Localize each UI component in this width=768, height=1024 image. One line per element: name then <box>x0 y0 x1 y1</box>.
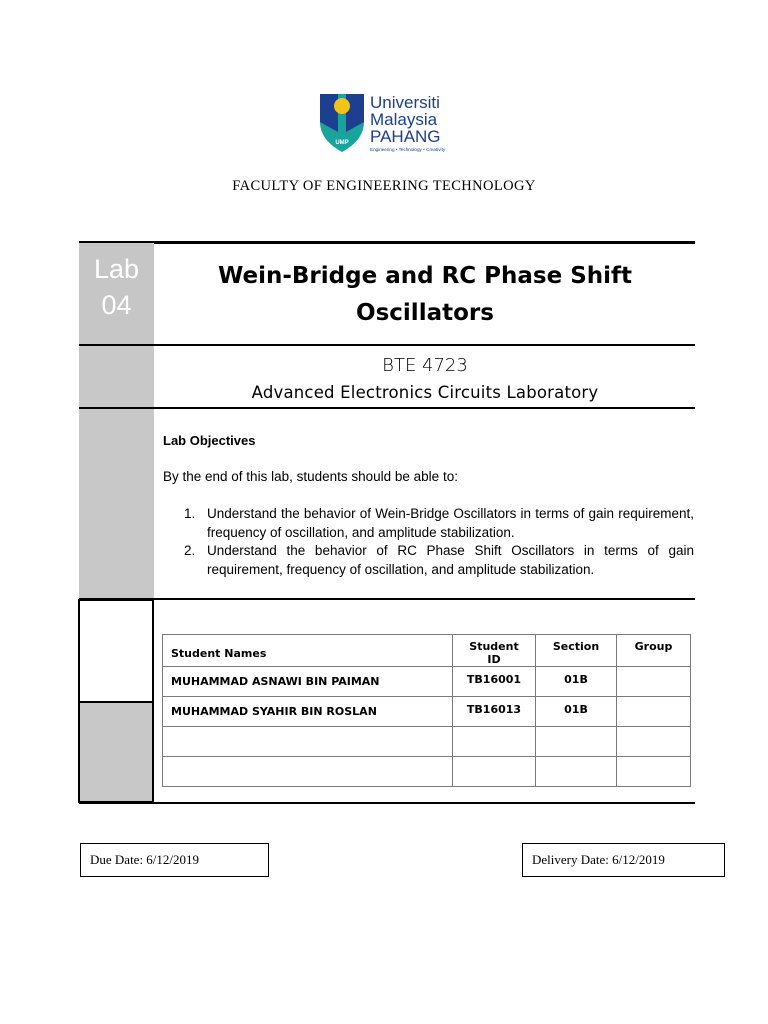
cell-id <box>453 757 536 787</box>
objective-item <box>184 542 694 579</box>
objective-number: 2. <box>184 543 196 558</box>
lab-title-line-2: Oscillators <box>356 300 494 326</box>
lab-number-badge <box>79 243 154 344</box>
header-student-id: Student ID <box>453 635 536 667</box>
cell-name: MUHAMMAD SYAHIR BIN ROSLAN <box>163 697 453 727</box>
title-rule <box>79 344 695 346</box>
course-code: BTE 4723 <box>382 355 468 376</box>
course-name: Advanced Electronics Circuits Laboratory <box>251 383 599 402</box>
objective-number: 1. <box>184 506 196 521</box>
objective-text: Understand the behavior of RC Phase Shift Oscillators in terms of gain requirement, frequency of oscillation, and amplitude stabilization. <box>207 543 694 577</box>
bottom-rule <box>79 802 695 804</box>
logo-line-3: PAHANG <box>370 127 441 146</box>
logo-line-2: Malaysia <box>370 110 438 129</box>
cell-section: 01B <box>536 667 617 697</box>
cell-id: TB16001 <box>453 667 536 697</box>
course-rule <box>79 407 695 409</box>
objectives-heading: Lab Objectives <box>163 433 256 448</box>
header-section: Section <box>536 635 617 667</box>
logo-badge-text: UMP <box>335 140 349 146</box>
cell-name <box>163 727 453 757</box>
lab-number: 04 <box>101 290 132 320</box>
table-row <box>163 727 691 757</box>
cell-group <box>617 697 691 727</box>
delivery-date-box: Delivery Date: 6/12/2019 <box>522 843 725 877</box>
logo-line-1: Universiti <box>370 93 440 112</box>
cell-name <box>163 757 453 787</box>
due-date-box: Due Date: 6/12/2019 <box>80 843 269 877</box>
cell-group <box>617 757 691 787</box>
objectives-rule <box>79 598 695 600</box>
cell-section <box>536 757 617 787</box>
faculty-name: FACULTY OF ENGINEERING TECHNOLOGY <box>232 178 536 194</box>
cell-group <box>617 727 691 757</box>
objective-item <box>184 505 694 542</box>
university-logo <box>318 90 468 156</box>
table-row <box>163 757 691 787</box>
cell-section <box>536 727 617 757</box>
objectives-intro: By the end of this lab, students should be able to: <box>163 469 458 484</box>
header-group: Group <box>617 635 691 667</box>
cell-id <box>453 727 536 757</box>
table-row <box>163 697 691 727</box>
student-table <box>162 634 691 787</box>
left-box-divider <box>78 701 154 703</box>
header-student-names: Student Names <box>163 635 453 667</box>
cell-id: TB16013 <box>453 697 536 727</box>
cell-group <box>617 667 691 697</box>
gray-bar-objectives <box>79 409 154 598</box>
lab-title-line-1: Wein-Bridge and RC Phase Shift <box>217 263 633 289</box>
objective-text: Understand the behavior of Wein-Bridge Oscillators in terms of gain requirement, frequency of oscillation, and amplitude stabilization. <box>207 506 694 540</box>
ump-shield-icon <box>318 92 366 154</box>
table-header-row <box>163 635 691 667</box>
gray-bar-course <box>79 346 154 407</box>
table-row <box>163 667 691 697</box>
top-rule <box>79 241 695 244</box>
cell-name: MUHAMMAD ASNAWI BIN PAIMAN <box>163 667 453 697</box>
lab-title <box>155 258 695 332</box>
lab-word: Lab <box>93 254 140 284</box>
cell-section: 01B <box>536 697 617 727</box>
logo-tagline: Engineering • Technology • Creativity <box>370 147 446 152</box>
